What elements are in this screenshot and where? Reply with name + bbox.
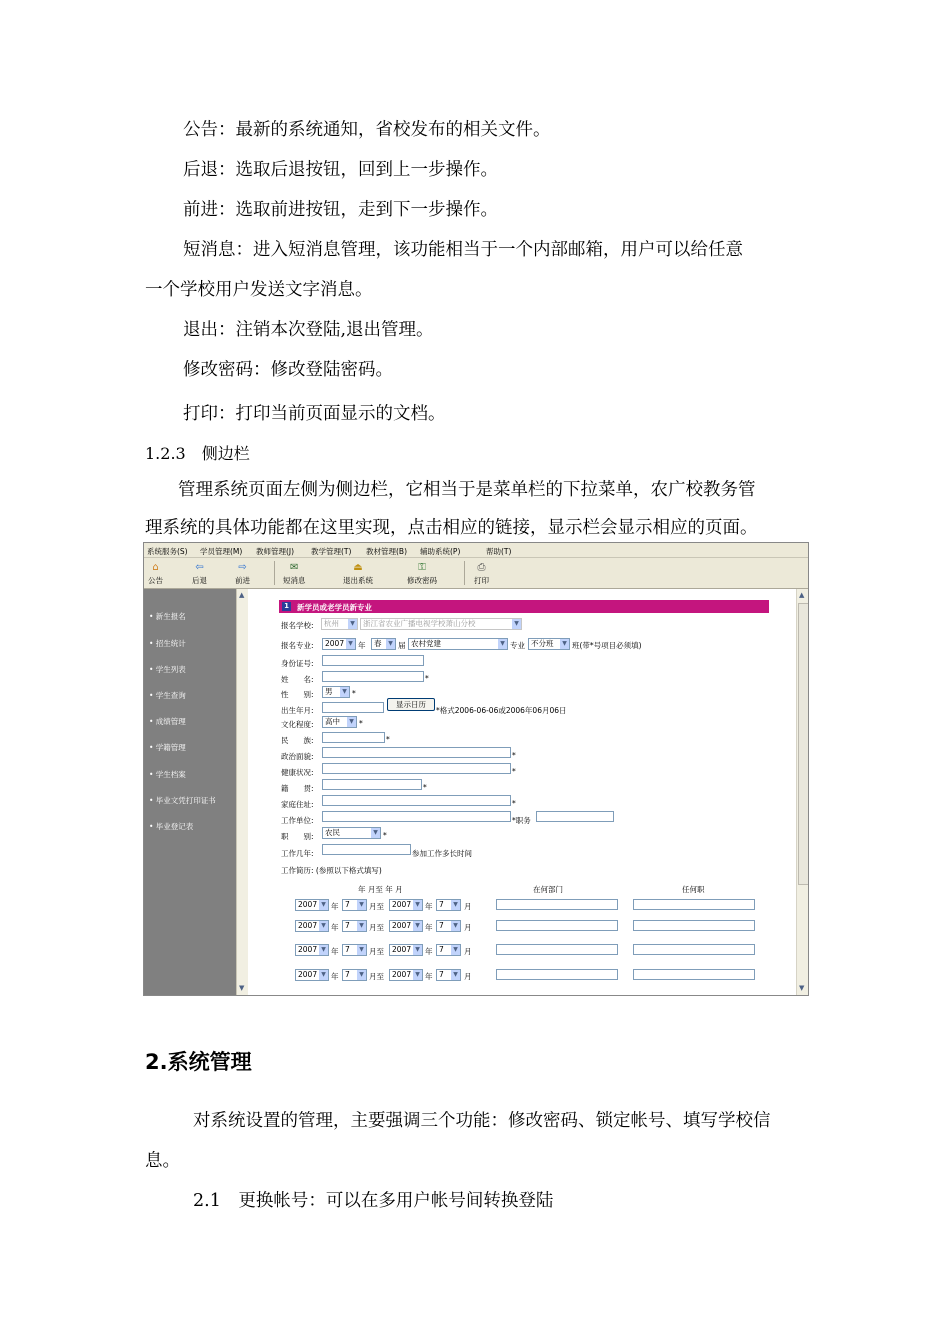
- name-label: 姓 名:: [281, 675, 314, 684]
- toolbar-separator: [464, 561, 465, 585]
- resume-month-suffix: 月: [464, 902, 472, 911]
- resume-start-month-select[interactable]: [342, 920, 367, 932]
- resume-end-month-select-value: 7: [439, 900, 444, 909]
- resume-month-suffix: 月: [464, 923, 472, 932]
- nation-label: 民 族:: [281, 736, 314, 745]
- resume-start-month-select[interactable]: [342, 969, 367, 981]
- toolbar-label: 后退: [192, 576, 207, 585]
- resume-role-input[interactable]: [633, 920, 755, 931]
- chevron-down-icon: ▼: [357, 945, 366, 955]
- required-mark: *: [512, 799, 516, 808]
- resume-to-label: 月至: [369, 947, 384, 956]
- sidebar-item-archive[interactable]: • 学生档案: [149, 770, 186, 779]
- resume-label: 工作简历: (参照以下格式填写): [281, 866, 382, 875]
- resume-start-year-select-value: 2007: [298, 945, 318, 954]
- paragraph-forward: 前进：选取前进按钮，走到下一步操作。: [183, 200, 498, 220]
- chevron-down-icon: ▼: [451, 900, 460, 910]
- paragraph-announcement: 公告：最新的系统通知，省校发布的相关文件。: [183, 120, 551, 140]
- resume-start-month-select-value: 7: [345, 900, 350, 909]
- scroll-down-icon[interactable]: ▼: [239, 984, 245, 992]
- printer-icon: ⎙: [477, 562, 486, 573]
- scroll-thumb[interactable]: [798, 603, 809, 885]
- politics-label: 政治面貌:: [281, 752, 314, 761]
- native-place-input[interactable]: [322, 779, 422, 790]
- menu-textbook[interactable]: 教材管理(B): [366, 547, 407, 556]
- native-place-label: 籍 贯:: [281, 784, 314, 793]
- chevron-down-icon: ▼: [451, 970, 460, 980]
- gender-label: 性 别:: [281, 690, 314, 699]
- toolbar-label: 打印: [474, 576, 489, 585]
- workplace-label: 工作单位:: [281, 816, 314, 825]
- chevron-down-icon: ▼: [319, 921, 328, 931]
- id-number-input[interactable]: [322, 655, 424, 666]
- resume-start-month-select[interactable]: [342, 944, 367, 956]
- resume-start-year-select[interactable]: [295, 969, 329, 981]
- toolbar-label: 公告: [148, 576, 163, 585]
- resume-end-year-select-value: 2007: [392, 921, 412, 930]
- chevron-down-icon: ▼: [413, 945, 422, 955]
- required-mark: *: [386, 735, 390, 744]
- birth-label: 出生年月:: [281, 706, 314, 715]
- post-input[interactable]: [536, 811, 614, 822]
- chevron-down-icon: ▼: [560, 639, 569, 649]
- sidebar-item-new-enrollment[interactable]: • 新生报名: [149, 612, 186, 621]
- resume-end-year-select-value: 2007: [392, 970, 412, 979]
- resume-start-year-select[interactable]: [295, 944, 329, 956]
- toolbar-message-button[interactable]: [283, 562, 306, 586]
- major-select[interactable]: [408, 638, 508, 650]
- menu-teaching[interactable]: 教学管理(T): [311, 547, 352, 556]
- work-years-input[interactable]: [322, 844, 411, 855]
- sidebar-item-grades[interactable]: • 成绩管理: [149, 717, 186, 726]
- toolbar-separator: [274, 561, 275, 585]
- health-label: 健康状况:: [281, 768, 314, 777]
- section-heading-sidebar: 1.2.3 侧边栏: [145, 444, 250, 463]
- chevron-down-icon: ▼: [451, 945, 460, 955]
- school-label: 报名学校:: [281, 621, 314, 630]
- forward-arrow-icon: ⇨: [238, 562, 247, 573]
- required-mark: *: [512, 751, 516, 760]
- chevron-down-icon: ▼: [357, 921, 366, 931]
- major-value: 农村党建: [411, 639, 441, 648]
- resume-to-label: 月至: [369, 972, 384, 981]
- show-calendar-button[interactable]: 显示日历: [387, 698, 435, 711]
- job-category-value: 农民: [325, 828, 340, 837]
- required-mark: *: [423, 783, 427, 792]
- class-suffix: 班(带*号项目必须填): [572, 641, 642, 650]
- toolbar-label: 前进: [235, 576, 250, 585]
- menu-teacher[interactable]: 教师管理(J): [256, 547, 295, 556]
- resume-dept-input[interactable]: [496, 920, 618, 931]
- school-name-select[interactable]: [360, 618, 522, 630]
- resume-month-suffix: 月: [464, 972, 472, 981]
- paragraph-password: 修改密码：修改登陆密码。: [183, 360, 393, 380]
- address-input[interactable]: [322, 795, 511, 806]
- resume-end-year-select[interactable]: [389, 969, 423, 981]
- toolbar: [144, 558, 808, 589]
- back-arrow-icon: ⇦: [195, 562, 204, 573]
- chevron-down-icon: ▼: [346, 639, 355, 649]
- school-name-value: 浙江省农业广播电视学校萧山分校: [363, 619, 476, 628]
- resume-start-month-select[interactable]: [342, 899, 367, 911]
- message-icon: ✉: [290, 562, 299, 573]
- year-select[interactable]: [322, 638, 356, 650]
- form-number: 1: [282, 602, 291, 611]
- resume-year-suffix: 年: [425, 972, 433, 981]
- required-mark: *: [359, 719, 363, 728]
- sidebar-item-enrollment-stats[interactable]: • 招生统计: [149, 639, 186, 648]
- resume-start-month-select-value: 7: [345, 921, 350, 930]
- chevron-down-icon: ▼: [413, 900, 422, 910]
- sidebar-item-status[interactable]: • 学籍管理: [149, 743, 186, 752]
- resume-end-month-select-value: 7: [439, 945, 444, 954]
- post-label: *职务: [512, 816, 531, 825]
- sidebar-scrollbar[interactable]: [236, 589, 248, 995]
- toolbar-label: 短消息: [283, 576, 306, 585]
- work-years-hint: 参加工作多长时间: [412, 849, 472, 858]
- resume-dept-input[interactable]: [496, 969, 618, 980]
- health-input[interactable]: [322, 763, 511, 774]
- resume-end-month-select-value: 7: [439, 921, 444, 930]
- job-category-select[interactable]: [322, 827, 381, 839]
- required-mark: *: [512, 767, 516, 776]
- resume-end-month-select[interactable]: [436, 944, 461, 956]
- season-suffix: 届: [398, 641, 406, 650]
- education-select[interactable]: [322, 716, 357, 728]
- toolbar-label: 退出系统: [343, 576, 373, 585]
- key-icon: ⚿: [418, 562, 426, 573]
- education-value: 高中: [325, 717, 340, 726]
- resume-start-year-select[interactable]: [295, 920, 329, 932]
- toolbar-forward-button[interactable]: [235, 562, 250, 586]
- resume-col-role: 任何职: [682, 885, 705, 894]
- class-value: 不分班: [531, 639, 554, 648]
- resume-to-label: 月至: [369, 923, 384, 932]
- chevron-down-icon: ▼: [413, 921, 422, 931]
- chevron-down-icon: ▼: [357, 970, 366, 980]
- paragraph-sidebar-cont: 理系统的具体功能都在这里实现，点击相应的链接，显示栏会显示相应的页面。: [145, 518, 758, 538]
- resume-start-year-select-value: 2007: [298, 970, 318, 979]
- paragraph-system-management-cont: 息。: [145, 1151, 180, 1171]
- paragraph-message: 短消息：进入短消息管理，该功能相当于一个内部邮箱，用户可以给任意: [183, 240, 743, 260]
- major-label: 报名专业:: [281, 641, 314, 650]
- resume-dept-input[interactable]: [496, 944, 618, 955]
- address-label: 家庭住址:: [281, 800, 314, 809]
- resume-col-date: 年 月至 年 月: [358, 885, 403, 894]
- sidebar-item-student-search[interactable]: • 学生查询: [149, 691, 186, 700]
- chevron-down-icon: ▼: [512, 619, 521, 629]
- paragraph-print: 打印：打印当前页面显示的文档。: [183, 404, 446, 424]
- chevron-down-icon: ▼: [347, 717, 356, 727]
- resume-role-input[interactable]: [633, 899, 755, 910]
- app-screenshot: [143, 542, 809, 996]
- education-label: 文化程度:: [281, 720, 314, 729]
- resume-year-suffix: 年: [425, 947, 433, 956]
- major-suffix: 专业: [510, 641, 525, 650]
- toolbar-announcement-button[interactable]: [148, 562, 163, 586]
- resume-end-year-select-value: 2007: [392, 900, 412, 909]
- name-input[interactable]: [322, 671, 424, 682]
- paragraph-sidebar: 管理系统页面左侧为侧边栏，它相当于是菜单栏的下拉菜单，农广校教务管: [178, 480, 756, 500]
- resume-end-year-select-value: 2007: [392, 945, 412, 954]
- resume-end-month-select[interactable]: [436, 899, 461, 911]
- birth-format-hint: *格式2006-06-06或2006年06月06日: [436, 706, 567, 715]
- home-icon: ⌂: [152, 562, 159, 573]
- resume-start-year-select-value: 2007: [298, 900, 318, 909]
- resume-year-suffix: 年: [331, 902, 339, 911]
- resume-year-suffix: 年: [425, 902, 433, 911]
- resume-month-suffix: 月: [464, 947, 472, 956]
- scroll-up-icon[interactable]: ▲: [799, 591, 805, 599]
- sidebar-item-graduation-form[interactable]: • 毕业登记表: [149, 822, 194, 831]
- resume-end-year-select[interactable]: [389, 899, 423, 911]
- scroll-down-icon[interactable]: ▼: [799, 984, 805, 992]
- sidebar-item-student-list[interactable]: • 学生列表: [149, 665, 186, 674]
- job-category-label: 职 别:: [281, 832, 314, 841]
- menu-bar: [144, 543, 808, 558]
- paragraph-back: 后退：选取后退按钮，回到上一步操作。: [183, 160, 498, 180]
- resume-end-month-select[interactable]: [436, 920, 461, 932]
- season-select[interactable]: [371, 638, 396, 650]
- resume-role-input[interactable]: [633, 969, 755, 980]
- chevron-down-icon: ▼: [386, 639, 395, 649]
- chevron-down-icon: ▼: [451, 921, 460, 931]
- birth-date-input[interactable]: [322, 702, 384, 713]
- menu-system-service[interactable]: 系统服务(S): [147, 547, 188, 556]
- exit-icon: ⏏: [353, 562, 363, 573]
- resume-to-label: 月至: [369, 902, 384, 911]
- gender-value: 男: [325, 687, 333, 696]
- menu-student[interactable]: 学员管理(M): [200, 547, 243, 556]
- chevron-down-icon: ▼: [498, 639, 507, 649]
- sidebar-item-diploma-print[interactable]: • 毕业文凭打印证书: [149, 796, 216, 805]
- resume-year-suffix: 年: [331, 947, 339, 956]
- resume-end-year-select[interactable]: [389, 944, 423, 956]
- chevron-down-icon: ▼: [340, 687, 349, 697]
- chevron-down-icon: ▼: [371, 828, 380, 838]
- paragraph-system-management: 对系统设置的管理，主要强调三个功能：修改密码、锁定帐号、填写学校信: [193, 1111, 771, 1131]
- form-title: 新学员或老学员新专业: [297, 603, 372, 612]
- resume-year-suffix: 年: [331, 972, 339, 981]
- resume-start-year-select-value: 2007: [298, 921, 318, 930]
- gender-select[interactable]: [322, 686, 350, 698]
- paragraph-message-cont: 一个学校用户发送文字消息。: [145, 280, 373, 300]
- required-mark: *: [352, 689, 356, 698]
- resume-start-month-select-value: 7: [345, 970, 350, 979]
- resume-role-input[interactable]: [633, 944, 755, 955]
- toolbar-print-button[interactable]: [474, 562, 489, 586]
- chevron-down-icon: ▼: [413, 970, 422, 980]
- resume-dept-input[interactable]: [496, 899, 618, 910]
- chevron-down-icon: ▼: [319, 970, 328, 980]
- year-value: 2007: [325, 639, 345, 648]
- content-scrollbar[interactable]: [796, 589, 809, 995]
- toolbar-back-button[interactable]: [192, 562, 207, 586]
- form-header: [279, 600, 769, 613]
- scroll-up-icon[interactable]: ▲: [239, 591, 245, 599]
- required-mark: *: [425, 674, 429, 683]
- menu-help[interactable]: 帮助(T): [486, 547, 512, 556]
- id-label: 身份证号:: [281, 659, 314, 668]
- class-select[interactable]: [528, 638, 570, 650]
- resume-end-month-select[interactable]: [436, 969, 461, 981]
- work-years-label: 工作几年:: [281, 849, 314, 858]
- nation-input[interactable]: [322, 732, 385, 743]
- toolbar-exit-button[interactable]: [343, 562, 373, 586]
- sidebar: [144, 589, 236, 995]
- resume-col-dept: 在何部门: [533, 885, 563, 894]
- school-city-value: 杭州: [324, 619, 339, 628]
- workplace-input[interactable]: [322, 811, 511, 822]
- paragraph-exit: 退出：注销本次登陆,退出管理。: [183, 320, 434, 340]
- chevron-down-icon: ▼: [348, 619, 357, 629]
- menu-auxiliary[interactable]: 辅助系统(P): [420, 547, 461, 556]
- toolbar-change-password-button[interactable]: [407, 562, 437, 586]
- chevron-down-icon: ▼: [357, 900, 366, 910]
- required-mark: *: [383, 831, 387, 840]
- resume-end-month-select-value: 7: [439, 970, 444, 979]
- season-value: 春: [374, 639, 382, 648]
- year-suffix: 年: [358, 641, 366, 650]
- subsection-switch-account: 2.1 更换帐号：可以在多用户帐号间转换登陆: [193, 1191, 554, 1211]
- toolbar-label: 修改密码: [407, 576, 437, 585]
- chevron-down-icon: ▼: [319, 945, 328, 955]
- resume-start-year-select[interactable]: [295, 899, 329, 911]
- politics-input[interactable]: [322, 747, 511, 758]
- chevron-down-icon: ▼: [319, 900, 328, 910]
- school-city-select[interactable]: [321, 618, 358, 630]
- section-heading-system-management: 2.系统管理: [145, 1050, 252, 1074]
- resume-year-suffix: 年: [425, 923, 433, 932]
- resume-year-suffix: 年: [331, 923, 339, 932]
- resume-start-month-select-value: 7: [345, 945, 350, 954]
- resume-end-year-select[interactable]: [389, 920, 423, 932]
